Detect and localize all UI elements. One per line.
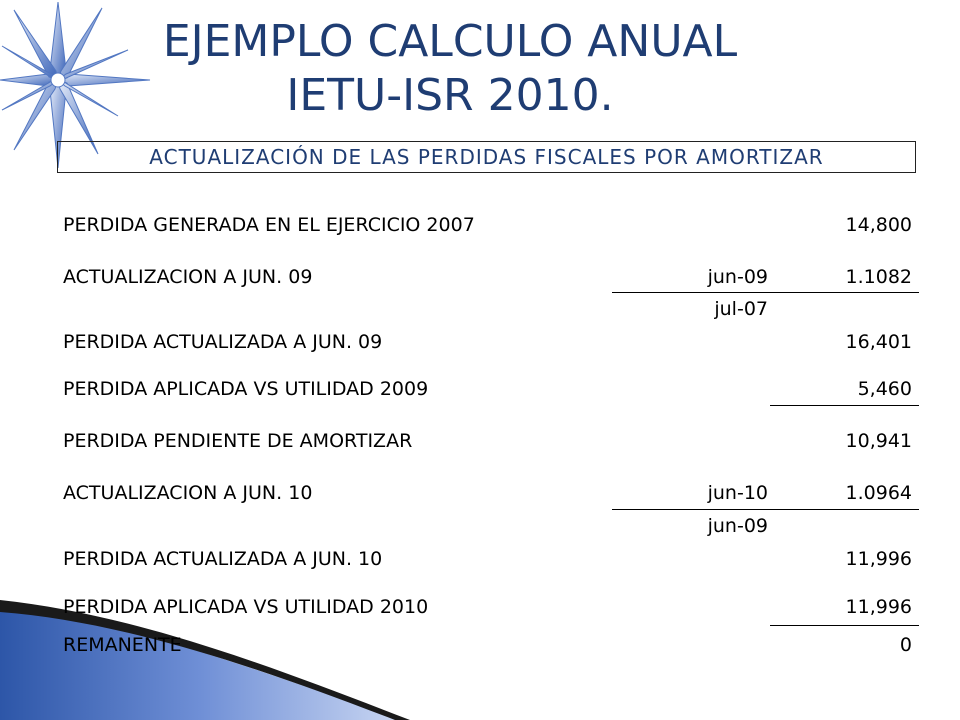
row-value: 14,800 (845, 214, 912, 236)
section-subtitle: ACTUALIZACIÓN DE LAS PERDIDAS FISCALES POR AMORTIZAR (149, 145, 824, 169)
row-label: ACTUALIZACION A JUN. 09 (63, 266, 313, 288)
factor-numerator: jun-10 (707, 482, 768, 504)
row-label: PERDIDA PENDIENTE DE AMORTIZAR (63, 430, 413, 452)
row-value: 0 (899, 634, 912, 656)
divider (770, 405, 919, 406)
divider (612, 509, 919, 510)
page-title: EJEMPLO CALCULO ANUAL (162, 16, 738, 67)
row-value: 11,996 (845, 596, 912, 618)
row-label: PERDIDA APLICADA VS UTILIDAD 2010 (63, 596, 429, 618)
page-title-line2: IETU-ISR 2010. (286, 70, 614, 121)
divider (770, 625, 919, 626)
row-value: 11,996 (845, 548, 912, 570)
divider (612, 292, 919, 293)
row-value: 16,401 (845, 331, 912, 353)
row-value: 10,941 (845, 430, 912, 452)
row-label: REMANENTE (63, 634, 182, 656)
row-value: 5,460 (857, 378, 912, 400)
factor-denominator: jun-09 (707, 515, 768, 537)
row-label: PERDIDA ACTUALIZADA A JUN. 09 (63, 331, 383, 353)
row-label: PERDIDA APLICADA VS UTILIDAD 2009 (63, 378, 429, 400)
subtitle-box (57, 141, 916, 173)
factor-denominator: jul-07 (714, 298, 768, 320)
row-label: ACTUALIZACION A JUN. 10 (63, 482, 313, 504)
row-label: PERDIDA ACTUALIZADA A JUN. 10 (63, 548, 383, 570)
row-value: 1.0964 (845, 482, 912, 504)
row-label: PERDIDA GENERADA EN EL EJERCICIO 2007 (63, 214, 475, 236)
factor-numerator: jun-09 (707, 266, 768, 288)
row-value: 1.1082 (845, 266, 912, 288)
